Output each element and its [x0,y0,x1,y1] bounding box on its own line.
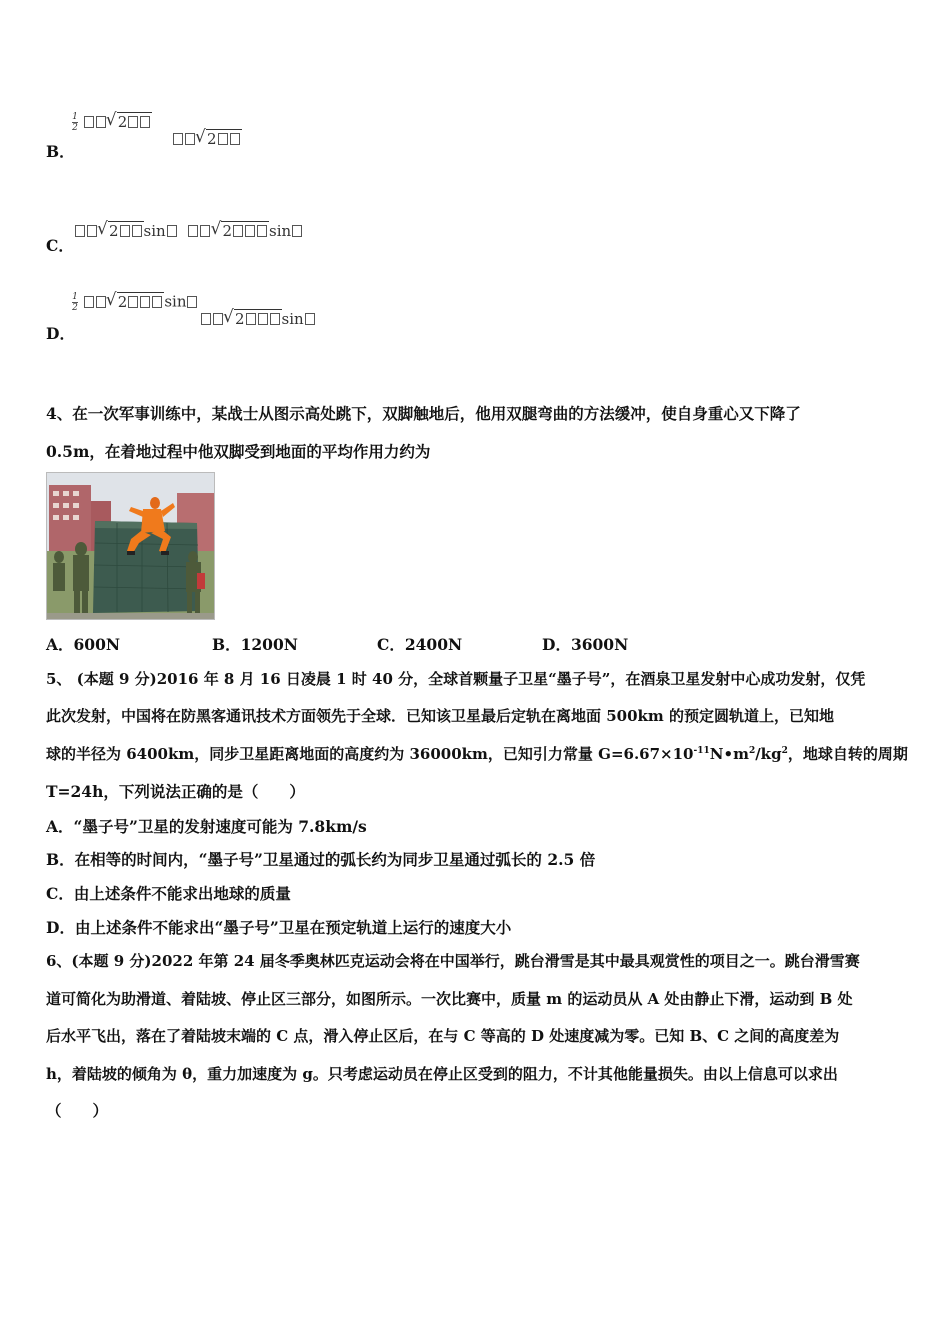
q5-line-2: 此次发射，中国将在防黑客通讯技术方面领先于全球．已知该卫星最后定轨在离地面 500km 的预定圆轨道上，已知地 [46,707,835,725]
q6-line-2: 道可简化为助滑道、着陆坡、停止区三部分，如图所示。一次比赛中，质量 m 的运动员从 A 处由静止下滑，运动到 B 处 [46,990,853,1008]
q5-option-d: D．由上述条件不能求出“墨子号”卫星在预定轨道上运行的速度大小 [46,918,512,937]
option-d-formula-1: $\frac{1}{2}$ √ 2 sin [72,292,198,313]
q5-line-3: 球的半径为 6400km，同步卫星距离地面的高度约为 36000km，已知引力常量 $G=6.67\times 10^{-11}N•m^2/kg^2$，地球自转的周期 [46,745,908,763]
q5-option-a: A．“墨子号”卫星的发射速度可能为 7.8km/s [46,817,367,836]
option-b-letter: B． [46,142,75,161]
q4-option-a: A．600N [46,635,121,654]
q6-line-4: h，着陆坡的倾角为 θ，重力加速度为 g。只考虑运动员在停止区受到的阻力，不计其他能量损失。由以上信息可以求出 [46,1065,838,1083]
option-d-formula-2: √ 2 sin [200,310,316,328]
q4-option-b: B．1200N [212,635,298,654]
option-b-formula-1: $\frac{1}{2}$ √ 2 [72,112,152,133]
q4-line-1: 4、在一次军事训练中，某战士从图示高处跳下，双脚触地后，他用双腿弯曲的方法缓冲，使自身重心又下降了 [46,404,801,423]
fraction-half: $\frac{1}{2}$ [72,292,78,313]
q6-line-1: 6、(本题 9 分)2022 年第 24 届冬季奥林匹克运动会将在中国举行，跳台滑雪是其中最具观赏性的项目之一。跳台滑雪赛 [46,952,860,970]
q4-line-2: 0.5m，在着地过程中他双脚受到地面的平均作用力约为 [46,442,431,461]
q5-line-4: T=24h，下列说法正确的是（ ） [46,782,305,801]
option-c [46,220,346,260]
fraction-half: $\frac{1}{2}$ [72,112,78,133]
option-c-formula: √ 2 sin √ 2 sin [74,222,303,240]
q5-option-b: B．在相等的时间内，“墨子号”卫星通过的弧长约为同步卫星通过弧长的 2.5 倍 [46,850,596,869]
q6-line-3: 后水平飞出，落在了着陆坡末端的 C 点，滑入停止区后，在与 C 等高的 D 处速度减为零。已知 B、C 之间的高度差为 [46,1027,840,1045]
option-b [46,104,306,164]
soldier-jump-photo [46,472,215,620]
q4-option-c: C．2400N [377,635,463,654]
option-c-letter: C． [46,236,74,255]
q5-line-1: 5、 (本题 9 分)2016 年 8 月 16 日凌晨 1 时 40 分，全球首颗量子卫星“墨子号”，在酒泉卫星发射中心成功发射，仅凭 [46,670,866,688]
option-d-letter: D． [46,324,75,343]
option-b-formula-2: √ 2 [172,130,242,148]
q5-option-c: C．由上述条件不能求出地球的质量 [46,884,291,903]
option-d [46,290,346,343]
q4-option-d: D．3600N [542,635,629,654]
q6-line-5: （ ） [46,1101,109,1120]
